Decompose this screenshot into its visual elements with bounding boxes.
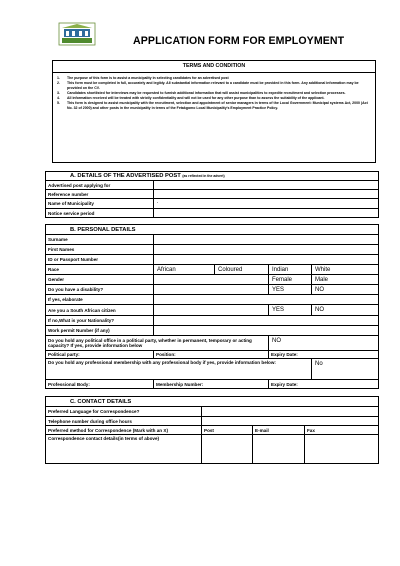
method-option-fax[interactable]: Fax bbox=[305, 426, 379, 435]
race-option-white[interactable]: White bbox=[312, 265, 379, 275]
gender-label: Gender bbox=[46, 275, 154, 285]
reference-number-label: Reference number bbox=[46, 190, 154, 199]
notice-period-label: Notice service period bbox=[46, 209, 154, 218]
terms-item: 4. All information received will be treated with strictly confidentiality and will not be used for any other purpose than to assess the suitability of the applicant. bbox=[57, 95, 325, 100]
language-label: Preferred Language for Correspondence? bbox=[46, 407, 202, 417]
terms-item: 5. This form is designed to assist municipality with the recruitment, selection and appointment of senior managers in terms of the Local Government: Municipal systems Act, 2000 (Act No. 32 of 2000) and other posts in the municipality in terms of the Fetakgomo Local Municipality's Employment Practice Policy. bbox=[57, 101, 368, 110]
elaborate-label: If yes, elaborate bbox=[46, 295, 154, 305]
contact-details-table bbox=[45, 396, 379, 464]
telephone-label: Telephone number during office hours bbox=[46, 417, 202, 426]
advertised-post-label: Advertised post applying for bbox=[46, 181, 154, 190]
nationality-field[interactable] bbox=[154, 316, 379, 326]
race-label: Race bbox=[46, 265, 154, 275]
professional-membership-option-no[interactable]: No bbox=[312, 359, 379, 380]
telephone-field[interactable] bbox=[202, 417, 379, 426]
advertised-post-table bbox=[45, 171, 379, 218]
contact-details-post-field[interactable] bbox=[202, 435, 253, 464]
citizen-spacer bbox=[154, 305, 269, 316]
contact-details-fax-field[interactable] bbox=[305, 435, 379, 464]
gender-option-female[interactable]: Female bbox=[269, 275, 312, 285]
terms-item: 3. Candidates shortlisted for interviews may be requested to furnish additional information that will assist municipalities to expedite recruitment and selection processes. bbox=[57, 90, 346, 95]
political-party-field[interactable]: Political party: bbox=[46, 351, 154, 359]
municipality-field[interactable]: ' bbox=[154, 199, 379, 209]
work-permit-field[interactable] bbox=[154, 326, 379, 336]
gender-spacer bbox=[154, 275, 269, 285]
political-position-field[interactable]: Position: bbox=[154, 351, 269, 359]
section-c-heading: C. CONTACT DETAILS bbox=[46, 397, 379, 407]
terms-heading: TERMS AND CONDITION bbox=[53, 61, 375, 73]
citizen-option-yes[interactable]: YES bbox=[269, 305, 312, 316]
first-names-field[interactable] bbox=[154, 245, 379, 255]
contact-details-label: Correspondence contact details(in terms of above) bbox=[46, 435, 202, 464]
political-expiry-field[interactable]: Expiry Date: bbox=[269, 351, 379, 359]
method-option-post[interactable]: Post bbox=[202, 426, 253, 435]
race-option-indian[interactable]: Indian bbox=[269, 265, 312, 275]
notice-period-field[interactable] bbox=[154, 209, 379, 218]
nationality-label: If no,What is your Nationality? bbox=[46, 316, 154, 326]
gender-option-male[interactable]: Male bbox=[312, 275, 379, 285]
work-permit-label: Work permit Number (if any) bbox=[46, 326, 154, 336]
first-names-label: First Names bbox=[46, 245, 154, 255]
disability-option-no[interactable]: NO bbox=[312, 285, 379, 295]
surname-field[interactable] bbox=[154, 235, 379, 245]
id-number-field[interactable] bbox=[154, 255, 379, 265]
citizen-label: Are you a South African citizen bbox=[46, 305, 154, 316]
elaborate-field[interactable] bbox=[154, 295, 379, 305]
advertised-post-field[interactable] bbox=[154, 181, 379, 190]
municipal-building-logo bbox=[58, 22, 96, 46]
personal-details-table bbox=[45, 224, 379, 389]
page-title: APPLICATION FORM FOR EMPLOYMENT bbox=[133, 35, 345, 47]
id-number-label: ID or Passport Number bbox=[46, 255, 154, 265]
language-field[interactable] bbox=[202, 407, 379, 417]
terms-item: 1. The purpose of this form is to assist a municipality in selecting candidates for an advertised post bbox=[57, 76, 229, 80]
method-option-email[interactable]: E-mail bbox=[253, 426, 305, 435]
municipality-label: Name of Municipality bbox=[46, 199, 154, 209]
terms-item: 2. This form must be completed in full, accurately and legibly. All substantial information relevant to a candidate must be provided in this form. Any additional information may be provided on the CV. bbox=[57, 81, 359, 90]
disability-label: Do you have a disability? bbox=[46, 285, 154, 295]
section-b-heading: B. PERSONAL DETAILS bbox=[46, 225, 379, 235]
membership-expiry-field[interactable]: Expiry Date: bbox=[269, 380, 379, 389]
correspondence-method-label: Preferred method for Correspondence (Mark with an X) bbox=[46, 426, 202, 435]
race-option-african[interactable]: African bbox=[154, 265, 215, 275]
political-office-label: Do you hold any political office in a political party, whether in permanent, temporary or acting capacity? If yes, provide information below bbox=[46, 336, 269, 351]
professional-membership-label: Do you hold any professional membership with any professional body if yes, provide information below: bbox=[46, 359, 312, 380]
disability-option-yes[interactable]: YES bbox=[269, 285, 312, 295]
contact-details-email-field[interactable] bbox=[253, 435, 305, 464]
section-a-heading: A. DETAILS OF THE ADVERTISED POST (as reflected in the advert) bbox=[46, 172, 379, 181]
surname-label: Surname bbox=[46, 235, 154, 245]
disability-spacer bbox=[154, 285, 269, 295]
professional-body-field[interactable]: Professional Body: bbox=[46, 380, 154, 389]
terms-and-conditions-box bbox=[52, 60, 376, 163]
political-office-option-no[interactable]: NO bbox=[269, 336, 379, 351]
membership-number-field[interactable]: Membership Number: bbox=[154, 380, 269, 389]
race-option-coloured[interactable]: Coloured bbox=[215, 265, 269, 275]
terms-list bbox=[53, 73, 375, 110]
citizen-option-no[interactable]: NO bbox=[312, 305, 379, 316]
reference-number-field[interactable] bbox=[154, 190, 379, 199]
